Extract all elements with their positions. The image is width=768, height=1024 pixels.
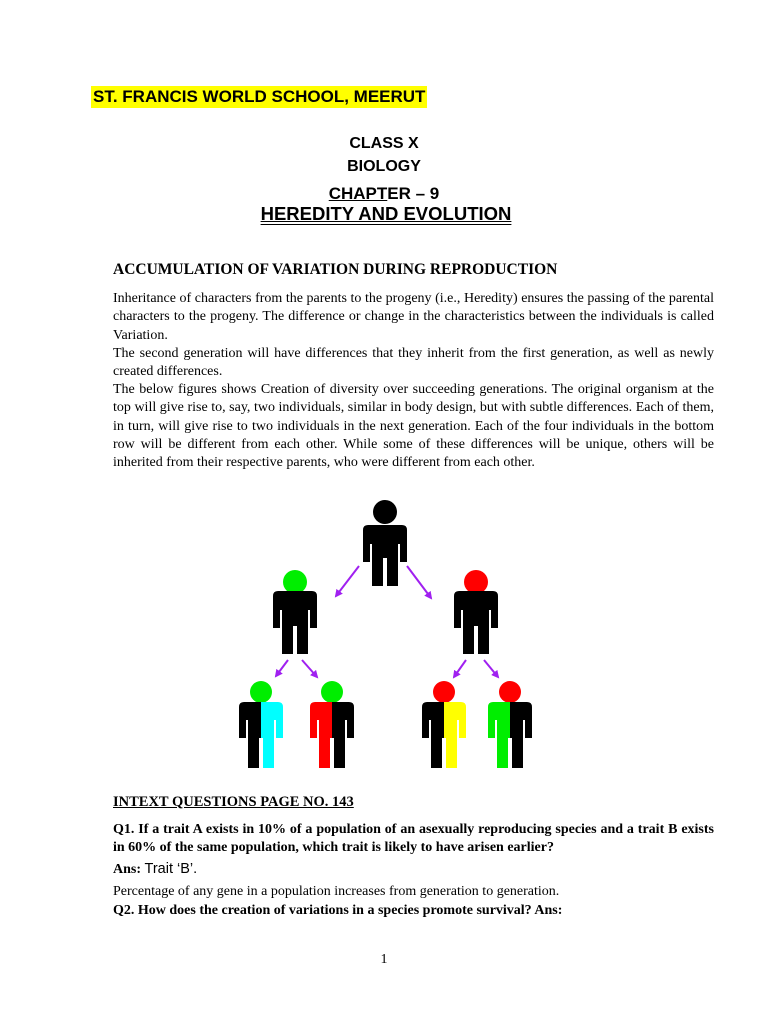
chapter-mid: E <box>387 184 399 203</box>
arrow-top-right <box>407 566 431 598</box>
person-top <box>363 500 407 586</box>
person-middle-left <box>273 570 317 654</box>
subject-label: BIOLOGY <box>347 158 421 175</box>
school-name: ST. FRANCIS WORLD SCHOOL, MEERUT <box>93 87 426 106</box>
person-middle-right <box>454 570 498 654</box>
person-bottom-4 <box>488 681 532 768</box>
chapter-label <box>0 184 768 204</box>
chapter-prefix: CHAPT <box>328 184 388 203</box>
arrow-left-right <box>302 660 317 677</box>
arrow-right-left <box>454 660 466 677</box>
arrow-left-left <box>276 660 288 676</box>
page-number: 1 <box>380 952 388 967</box>
class-label: CLASS X <box>349 135 419 152</box>
paragraph-1: Inheritance of characters from the parents to the progeny (i.e., Heredity) ensures the passing of the parental characters to the progeny. The difference or change in the characteristics between the individuals is called Variation. <box>113 291 714 343</box>
person-bottom-1 <box>239 681 283 768</box>
arrow-top-left <box>336 566 359 596</box>
chapter-title: HEREDITY AND EVOLUTION <box>260 203 512 224</box>
person-bottom-3 <box>422 681 466 768</box>
person-bottom-2 <box>310 681 354 768</box>
paragraph-3: The below figures shows Creation of diversity over succeeding generations. The original organism at the top will give rise to, say, two individuals, similar in body design, but with subtle differences. Each of them, in turn, will give rise to two individuals in the next generation. Each of the four individuals in the bottom row will be different from each other. While some of these differences will be unique, others will be inherited from their respective parents, who were different from each other. <box>113 382 714 471</box>
chapter-suffix: R – 9 <box>398 184 440 203</box>
answer-1-explanation: Percentage of any gene in a population increases from generation to generation. <box>113 884 560 899</box>
question-1: Q1. If a trait A exists in 10% of a population of an asexually reproducing species and a trait B exists in 60% of the same population, which trait is likely to have arisen earlier? <box>113 822 714 855</box>
question-2: Q2. How does the creation of variations in a species promote survival? Ans: <box>113 903 563 918</box>
answer-value: Trait ‘B’. <box>144 861 198 877</box>
arrow-right-right <box>484 660 498 677</box>
section-heading: ACCUMULATION OF VARIATION DURING REPRODUCTION <box>113 261 558 278</box>
answer-1 <box>113 861 197 878</box>
answer-label: Ans: <box>113 862 142 877</box>
paragraph-2: The second generation will have differences that they inherit from the first generation, as well as newly created differences. <box>113 346 714 380</box>
intext-questions-heading: INTEXT QUESTIONS PAGE NO. 143 <box>113 794 354 810</box>
variation-diagram <box>226 500 542 785</box>
